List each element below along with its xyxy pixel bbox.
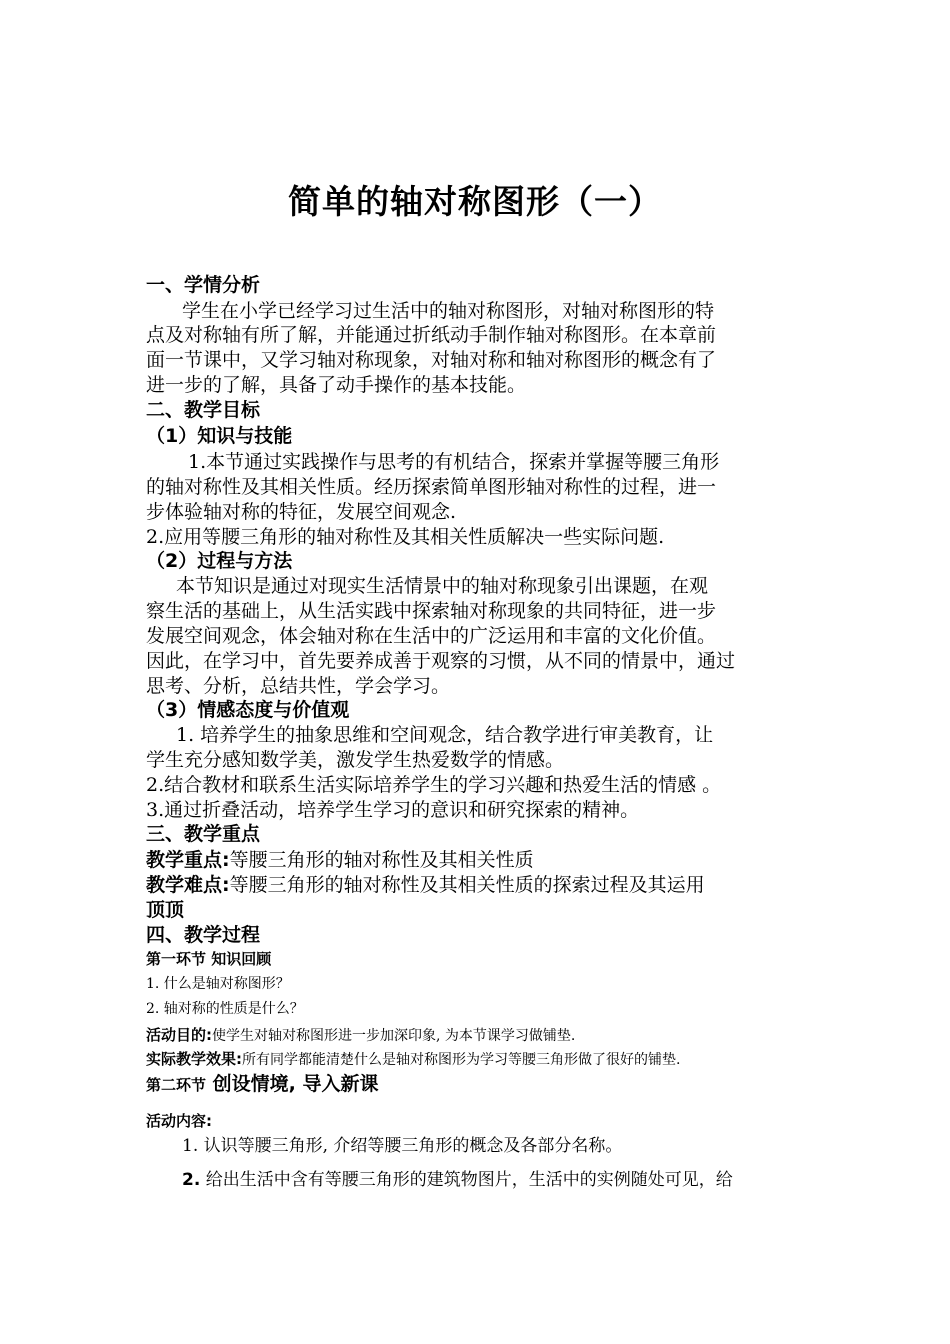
paragraph-line: 点及对称轴有所了解，并能通过折纸动手制作轴对称图形。在本章前 — [146, 324, 717, 346]
content-item-two-number: 2. — [182, 1170, 201, 1190]
document-title: 简单的轴对称图形（一） — [288, 182, 662, 221]
section-heading-analysis: 一、学情分析 — [146, 274, 261, 296]
stray-text: 顶顶 — [146, 899, 185, 921]
activity-content-label: 活动内容: — [146, 1112, 212, 1130]
difficulty-line — [146, 872, 705, 898]
teaching-effect-label: 实际教学效果: — [146, 1050, 242, 1068]
key-point-label: 教学重点: — [146, 849, 230, 871]
key-point-line — [146, 847, 534, 873]
section-heading-objectives: 二、教学目标 — [146, 399, 261, 421]
activity-purpose — [146, 1022, 575, 1049]
step-two-title — [146, 1071, 378, 1098]
content-item-two — [182, 1167, 733, 1193]
step-two-label: 第二环节 — [146, 1076, 207, 1094]
section-heading-process: 四、教学过程 — [146, 924, 261, 946]
content-item-one: 1. 认识等腰三角形, 介绍等腰三角形的概念及各部分名称。 — [182, 1136, 623, 1156]
paragraph-line: 察生活的基础上，从生活实践中探索轴对称现象的共同特征，进一步 — [146, 600, 717, 622]
paragraph-line: 面一节课中，又学习轴对称现象，对轴对称和轴对称图形的概念有了 — [146, 349, 717, 371]
paragraph-line: 学生在小学已经学习过生活中的轴对称图形，对轴对称图形的特 — [182, 300, 715, 322]
difficulty-text: 等腰三角形的轴对称性及其相关性质的探索过程及其运用 — [229, 874, 705, 896]
section-heading-key-points: 三、教学重点 — [146, 823, 261, 845]
paragraph-line: 的轴对称性及其相关性质。经历探索简单图形轴对称性的过程，进一 — [146, 476, 717, 498]
subheading-attitude: （3）情感态度与价值观 — [146, 699, 350, 721]
paragraph-line: 思考、分析，总结共性，学会学习。 — [146, 675, 451, 697]
subheading-process: （2）过程与方法 — [146, 550, 293, 572]
subheading-knowledge: （1）知识与技能 — [146, 425, 293, 447]
content-item-two-text: 给出生活中含有等腰三角形的建筑物图片，生活中的实例随处可见，给 — [200, 1170, 733, 1190]
question-one: 1. 什么是轴对称图形？ — [146, 976, 290, 992]
teaching-effect — [146, 1046, 680, 1073]
paragraph-line: 1.本节通过实践操作与思考的有机结合，探索并掌握等腰三角形 — [188, 451, 720, 473]
step-one-title: 第一环节 知识回顾 — [146, 950, 272, 968]
difficulty-label: 教学难点: — [146, 874, 230, 896]
step-two-text: 创设情境, 导入新课 — [206, 1073, 379, 1095]
activity-purpose-text: 使学生对轴对称图形进一步加深印象, 为本节课学习做铺垫. — [212, 1028, 576, 1044]
paragraph-line: 进一步的了解，具备了动手操作的基本技能。 — [146, 374, 527, 396]
paragraph-line: 学生充分感知数学美，激发学生热爱数学的情感。 — [146, 749, 565, 771]
question-two: 2. 轴对称的性质是什么？ — [146, 1001, 304, 1017]
paragraph-line: 因此，在学习中，首先要养成善于观察的习惯，从不同的情景中，通过 — [146, 650, 736, 672]
key-point-text: 等腰三角形的轴对称性及其相关性质 — [229, 849, 534, 871]
paragraph-line: 发展空间观念，体会轴对称在生活中的广泛运用和丰富的文化价值。 — [146, 625, 717, 647]
activity-purpose-label: 活动目的: — [146, 1026, 212, 1044]
paragraph-line: 2.结合教材和联系生活实际培养学生的学习兴趣和热爱生活的情感 。 — [146, 774, 722, 796]
paragraph-line: 2.应用等腰三角形的轴对称性及其相关性质解决一些实际问题. — [146, 526, 665, 548]
paragraph-line: 步体验轴对称的特征，发展空间观念. — [146, 501, 457, 523]
paragraph-line: 本节知识是通过对现实生活情景中的轴对称现象引出课题，在观 — [176, 575, 709, 597]
paragraph-line: 1. 培养学生的抽象思维和空间观念，结合教学进行审美教育，让 — [176, 724, 714, 746]
paragraph-line: 3.通过折叠活动，培养学生学习的意识和研究探索的精神。 — [146, 799, 640, 821]
teaching-effect-text: 所有同学都能清楚什么是轴对称图形为学习等腰三角形做了很好的铺垫. — [242, 1052, 681, 1068]
